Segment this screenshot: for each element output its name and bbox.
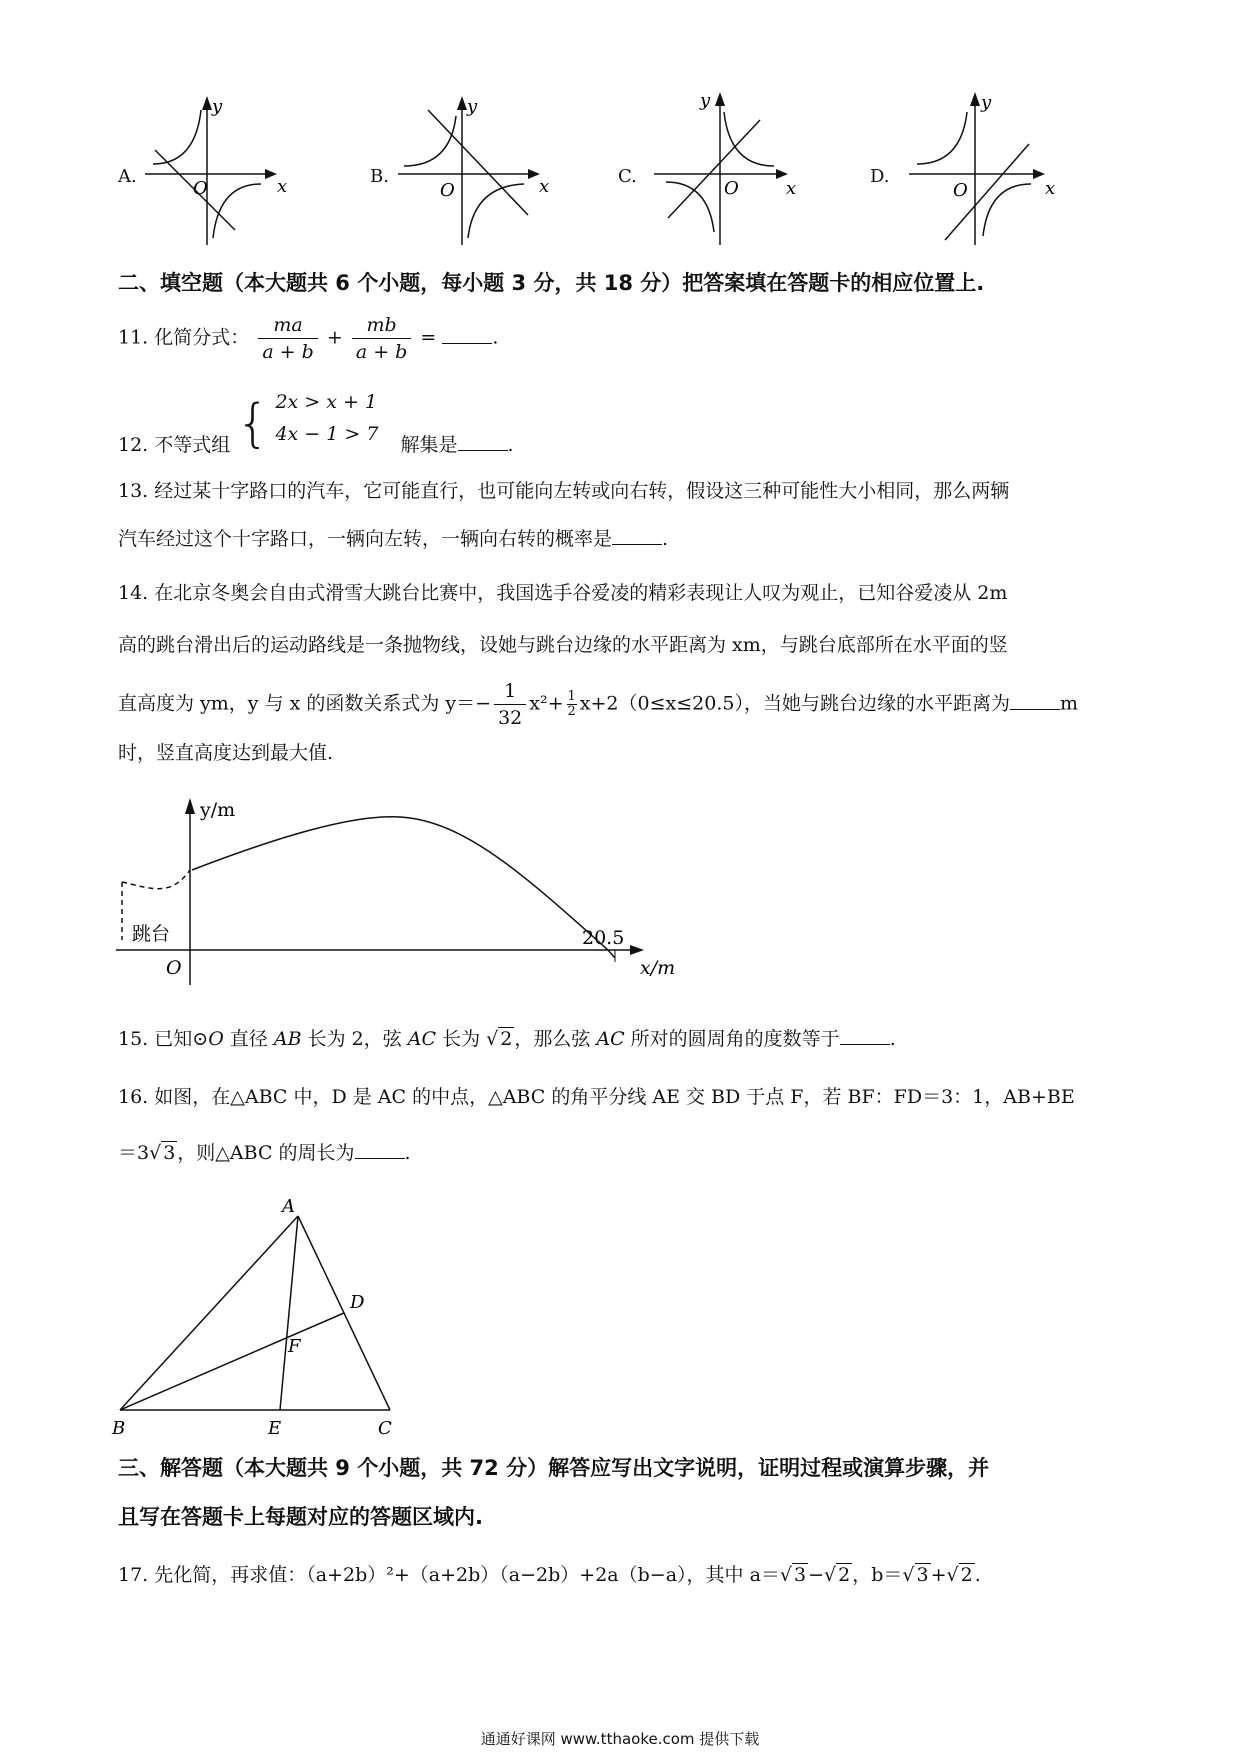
question-11	[118, 312, 498, 365]
point-e: E	[268, 1418, 282, 1439]
option-c-graph	[650, 90, 810, 250]
option-d-y: y	[981, 92, 992, 113]
option-graphs-row	[0, 90, 1240, 250]
question-13-line-2	[118, 524, 668, 554]
q15-text-3: 长为 2，弦	[301, 1028, 408, 1050]
point-d: D	[350, 1292, 365, 1313]
q16-sqrt: √ 3	[149, 1142, 176, 1164]
q17-end: .	[974, 1564, 981, 1586]
q11-fraction-2: $\frac{mb}{a + b}$	[352, 312, 412, 365]
fig14-platform-label: 跳台	[132, 923, 171, 945]
q16-end: .	[404, 1142, 411, 1164]
q12-mid: 解集是	[400, 434, 458, 456]
option-b-origin: O	[440, 180, 455, 201]
q11-plus: +	[326, 326, 343, 349]
triangle-figure	[110, 1190, 410, 1440]
q11-end: .	[492, 326, 499, 349]
q15-ab: AB	[273, 1028, 302, 1050]
q17-sqrt-3: √ 3	[902, 1564, 929, 1586]
option-a-graph	[145, 90, 295, 250]
q15-text-4: 长为	[436, 1028, 487, 1050]
question-14-line-2: 高的跳台滑出后的运动路线是一条抛物线，设她与跳台边缘的水平距离为 xm，与跳台底部所在水平面的竖	[118, 634, 1008, 656]
question-14-line-1: 14. 在北京冬奥会自由式滑雪大跳台比赛中，我国选手谷爱凌的精彩表现让人叹为观止，已知谷爱凌从 2m	[118, 582, 1008, 604]
q12-end: .	[507, 434, 514, 456]
q15-ac: AC	[407, 1028, 437, 1050]
option-d-x: x	[1045, 178, 1056, 199]
q14-x-squared: x²+	[529, 692, 564, 715]
option-d-graph	[905, 90, 1065, 250]
q15-text-6: 所对的圆周角的度数等于	[624, 1028, 840, 1050]
q17-text-b: ，b＝	[852, 1564, 903, 1586]
q15-text-1: 15. 已知⊙	[118, 1028, 209, 1050]
q15-circle-o: O	[208, 1028, 224, 1050]
q11-fraction-1: $\frac{ma}{a + b}$	[258, 312, 318, 365]
section-3-heading-line-2: 且写在答题卡上每题对应的答题区域内.	[118, 1505, 483, 1529]
footer-source: 通通好课网 www.tthaoke.com 提供下载	[480, 1730, 760, 1748]
q13-end: .	[662, 528, 669, 550]
q14-formula-end: x+2（0≤x≤20.5），当她与跳台边缘的水平距离为	[579, 692, 1010, 715]
vertex-b: B	[112, 1418, 126, 1439]
fig14-y-label: y/m	[200, 799, 236, 821]
fig14-origin: O	[166, 957, 182, 979]
question-17	[118, 1560, 981, 1590]
option-d-label: D.	[870, 166, 890, 187]
section-2-heading: 二、填空题（本大题共 6 个小题，每小题 3 分，共 18 分）把答案填在答题卡的相应位置上.	[118, 271, 985, 295]
option-a-label: A.	[118, 166, 137, 187]
q12-inequality-2: 4x − 1 > 7	[275, 423, 379, 445]
ski-jump-figure	[110, 790, 710, 990]
q14-unit: m	[1059, 692, 1079, 715]
fig14-x-value: 20.5	[582, 927, 625, 949]
q12-answer-blank	[458, 432, 508, 451]
q14-fraction-1-2: $\frac{1}{2}$	[567, 689, 576, 719]
q15-answer-blank	[840, 1026, 890, 1045]
option-c-origin: O	[724, 178, 739, 199]
option-c-y: y	[700, 90, 711, 111]
question-15	[118, 1024, 896, 1054]
question-14-line-4: 时，竖直高度达到最大值.	[118, 742, 334, 764]
q12-prefix: 12. 不等式组	[118, 434, 231, 456]
question-12	[118, 386, 514, 456]
q11-equals: =	[420, 326, 437, 349]
option-d-origin: O	[953, 180, 968, 201]
q16-eq: ＝3	[118, 1142, 150, 1164]
option-b-x: x	[539, 176, 550, 197]
q17-sqrt-2: √ 2	[824, 1564, 851, 1586]
q17-sqrt-1: √ 3	[779, 1564, 807, 1586]
option-b-graph	[398, 90, 558, 250]
q12-system	[275, 386, 378, 450]
q16-answer-blank	[355, 1140, 405, 1159]
q15-text-2: 直径	[223, 1028, 274, 1050]
q17-text: 17. 先化简，再求值：（a+2b）²+（a+2b）（a−2b）+2a（b−a），其中 a＝	[118, 1564, 780, 1586]
point-f: F	[288, 1336, 301, 1357]
q12-inequality-1: 2x > x + 1	[275, 391, 378, 413]
vertex-c: C	[378, 1418, 392, 1439]
question-13-line-1: 13. 经过某十字路口的汽车，它可能直行，也可能向左转或向右转，假设这三种可能性大小相同，那么两辆	[118, 480, 1010, 502]
q17-plus: +	[930, 1564, 947, 1586]
q12-brace: {	[236, 394, 270, 454]
q13-text: 汽车经过这个十字路口，一辆向左转，一辆向右转的概率是	[118, 528, 613, 550]
q11-prefix: 11. 化简分式：	[118, 326, 250, 349]
question-16-line-1: 16. 如图，在△ABC 中，D 是 AC 的中点，△ABC 的角平分线 AE 交 BD 于点 F，若 BF：FD＝3：1，AB+BE	[118, 1086, 1075, 1108]
q14-answer-blank	[1010, 691, 1060, 710]
q15-end: .	[889, 1028, 896, 1050]
question-14-line-3	[118, 678, 1078, 731]
q14-formula-start: 直高度为 ym，y 与 x 的函数关系式为 y＝−	[118, 692, 492, 715]
q15-text-5: ，那么弦	[514, 1028, 597, 1050]
option-a-y: y	[212, 96, 223, 117]
q15-sqrt: √ 2	[486, 1028, 513, 1050]
q14-fraction-1-32: $\frac{1}{32}$	[494, 678, 526, 731]
fig14-x-label: x/m	[640, 957, 676, 979]
q17-minus: −	[808, 1564, 825, 1586]
option-b-y: y	[467, 96, 478, 117]
q16-text: ，则△ABC 的周长为	[177, 1142, 355, 1164]
question-16-line-2	[118, 1138, 411, 1168]
section-3-heading-line-1: 三、解答题（本大题共 9 个小题，共 72 分）解答应写出文字说明，证明过程或演算步骤，并	[118, 1456, 990, 1480]
option-a-x: x	[277, 176, 288, 197]
q11-answer-blank	[442, 325, 492, 344]
option-c-label: C.	[618, 166, 637, 187]
option-a-origin: O	[193, 178, 208, 199]
vertex-a: A	[282, 1196, 295, 1217]
q15-ac-2: AC	[596, 1028, 625, 1050]
option-b-label: B.	[370, 166, 389, 187]
option-c-x: x	[786, 178, 797, 199]
q13-answer-blank	[612, 526, 662, 545]
q17-sqrt-4: √ 2	[946, 1564, 973, 1586]
